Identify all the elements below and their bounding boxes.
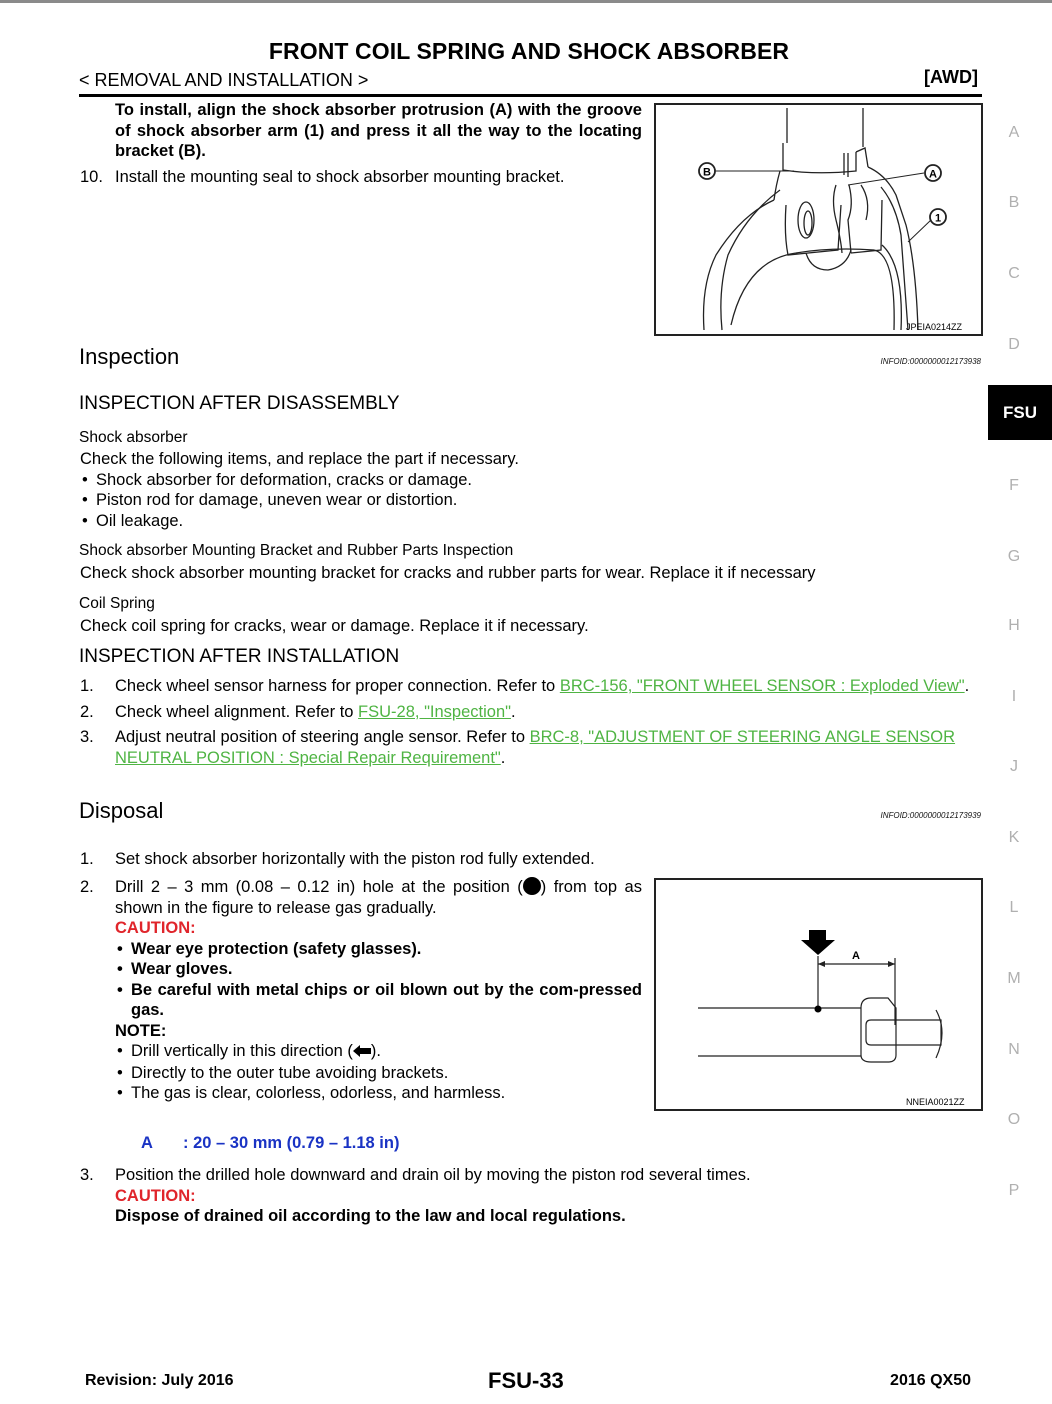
list-item: 1. Check wheel sensor harness for proper connection. Refer to BRC-156, "FRONT WHEEL SENSOR : Exploded View".: [80, 677, 970, 695]
drill-position-dot-icon: [523, 877, 541, 895]
header-rule: [79, 94, 982, 97]
side-index-k[interactable]: K: [1008, 829, 1020, 846]
side-index-l[interactable]: L: [1009, 899, 1019, 916]
shock-intro: Check the following items, and replace the part if necessary.: [80, 450, 519, 468]
side-index-i[interactable]: I: [1011, 688, 1017, 705]
link-fsu-28[interactable]: FSU-28, "Inspection": [358, 702, 511, 721]
note-list: [115, 1041, 642, 1104]
svg-text:A: A: [929, 168, 937, 181]
spec-label: A: [141, 1134, 153, 1152]
link-brc-156[interactable]: BRC-156, "FRONT WHEEL SENSOR : Exploded View": [559, 677, 965, 695]
figure-id: NNEIA0021ZZ: [906, 1097, 965, 1107]
section-heading-disposal: Disposal: [79, 798, 164, 823]
disposal-step-2-number: 2.: [80, 878, 94, 896]
caution-list: [115, 939, 642, 1021]
side-index-b[interactable]: B: [1008, 194, 1020, 211]
disposal-step-3: Position the drilled hole downward and drain oil by moving the piston rod several times. CAUTION: Dispose of drained oil according to the law and local regulations.: [115, 1165, 975, 1227]
shock-absorber-bracket-illustration: [656, 105, 981, 334]
list-item: • Piston rod for damage, uneven wear or distortion.: [80, 490, 680, 511]
link-brc-8[interactable]: BRC-8, "ADJUSTMENT OF STEERING ANGLE SENSOR NEUTRAL POSITION : Special Repair Requirement": [115, 728, 956, 767]
mounting-bracket-text: Check shock absorber mounting bracket for cracks and rubber parts for wear. Replace it if necessary: [80, 564, 816, 582]
section-heading-inspection: Inspection: [79, 344, 180, 369]
drill-point-dot: [815, 1006, 822, 1013]
caution-label: CAUTION:: [115, 919, 196, 937]
step-10-number: 10.: [80, 168, 103, 186]
list-item: • Wear eye protection (safety glasses).: [115, 939, 642, 960]
side-index-n[interactable]: N: [1008, 1041, 1020, 1058]
note-label: NOTE:: [115, 1021, 167, 1040]
spec-value: : 20 – 30 mm (0.79 – 1.18 in): [183, 1134, 400, 1152]
callout-1: [930, 209, 946, 225]
figure-id: JPEIA0214ZZ: [906, 322, 963, 332]
arrow-left-icon: [353, 1042, 371, 1063]
footer-page-number: FSU-33: [488, 1368, 564, 1393]
drill-direction-arrow: [801, 930, 835, 955]
page-title: FRONT COIL SPRING AND SHOCK ABSORBER: [268, 38, 790, 64]
subheading-after-disassembly: INSPECTION AFTER DISASSEMBLY: [79, 393, 400, 414]
side-index-active-tab[interactable]: FSU: [988, 385, 1052, 440]
side-index-g[interactable]: G: [1007, 548, 1021, 565]
coil-spring-text: Check coil spring for cracks, wear or damage. Replace it if necessary.: [80, 617, 589, 635]
list-item: • The gas is clear, colorless, odorless, and harmless.: [115, 1083, 642, 1104]
install-note: To install, align the shock absorber protrusion (A) with the groove of shock absorber arm (1) and press it all the way to the locating bracket (B).: [115, 101, 642, 160]
side-index-d[interactable]: D: [1008, 336, 1020, 353]
page-top-border: [0, 0, 1052, 3]
side-index-h[interactable]: H: [1008, 617, 1020, 634]
side-index-j[interactable]: J: [1010, 758, 1018, 775]
side-index-m[interactable]: M: [1007, 970, 1021, 987]
side-index-f[interactable]: F: [1009, 477, 1019, 494]
list-item: • Directly to the outer tube avoiding brackets.: [115, 1063, 642, 1084]
variant-label: [AWD]: [924, 67, 978, 87]
step-10-text: Install the mounting seal to shock absorber mounting bracket.: [115, 168, 565, 186]
list-item: • Shock absorber for deformation, cracks or damage.: [80, 470, 680, 491]
shock-check-list: [80, 470, 680, 532]
svg-text:1: 1: [934, 212, 942, 225]
caution-label: CAUTION:: [115, 1186, 196, 1205]
caution-text: Dispose of drained oil according to the law and local regulations.: [115, 1207, 626, 1225]
item-title-mounting-bracket: Shock absorber Mounting Bracket and Rubber Parts Inspection: [79, 542, 514, 559]
side-index-p[interactable]: P: [1008, 1182, 1020, 1199]
drill-position-illustration: [656, 880, 981, 1109]
list-item: • Be careful with metal chips or oil blown out by the com-pressed gas.: [115, 980, 642, 1021]
info-id: INFOID:0000000012173939: [880, 811, 981, 820]
disposal-step-1-text: Set shock absorber horizontally with the piston rod fully extended.: [115, 850, 595, 868]
item-title-shock-absorber: Shock absorber: [79, 429, 188, 446]
shock-absorber-checks: [80, 449, 680, 531]
figure-drill-position: [654, 878, 983, 1111]
item-title-coil-spring: Coil Spring: [79, 595, 155, 612]
disposal-step-3-number: 3.: [80, 1166, 94, 1184]
dimension-label: A: [852, 950, 860, 962]
disposal-step-2: Drill 2 – 3 mm (0.08 – 0.12 in) hole at the position ( ) from top as shown in the figure to release gas gradually. CAUTION: • Wear eye protection (safety glasses). • Wear gloves. • Be careful with metal chips or oil blown out by the com-pressed gas. NOTE: • Drill vertically in this direction ( ). • Directly to the outer tube avoiding brackets. • The gas is clear, colorless, odorless, and harmless.: [115, 877, 642, 1104]
side-index-c[interactable]: C: [1008, 265, 1020, 282]
callout-b: [699, 163, 715, 179]
subheading-after-installation: INSPECTION AFTER INSTALLATION: [79, 646, 400, 667]
list-item: • Oil leakage.: [80, 511, 680, 532]
list-item: 3. Adjust neutral position of steering angle sensor. Refer to BRC-8, "ADJUSTMENT OF STEERING ANGLE SENSOR NEUTRAL POSITION : Special Repair Requirement".: [80, 728, 956, 767]
list-item: 2. Check wheel alignment. Refer to FSU-28, "Inspection".: [80, 702, 516, 721]
side-index-a[interactable]: A: [1008, 124, 1020, 141]
list-item: • Drill vertically in this direction ( ).: [115, 1041, 642, 1063]
disposal-step-1-number: 1.: [80, 850, 94, 868]
footer-model: 2016 QX50: [890, 1372, 971, 1389]
callout-a: [925, 165, 941, 181]
after-installation-steps: [80, 676, 982, 768]
info-id: INFOID:0000000012173938: [880, 357, 981, 366]
footer-revision: Revision: July 2016: [85, 1372, 234, 1389]
figure-shock-absorber-bracket: [654, 103, 983, 336]
side-index-o[interactable]: O: [1007, 1111, 1021, 1128]
section-breadcrumb: < REMOVAL AND INSTALLATION >: [79, 70, 369, 90]
list-item: • Wear gloves.: [115, 959, 642, 980]
svg-text:B: B: [703, 166, 711, 179]
